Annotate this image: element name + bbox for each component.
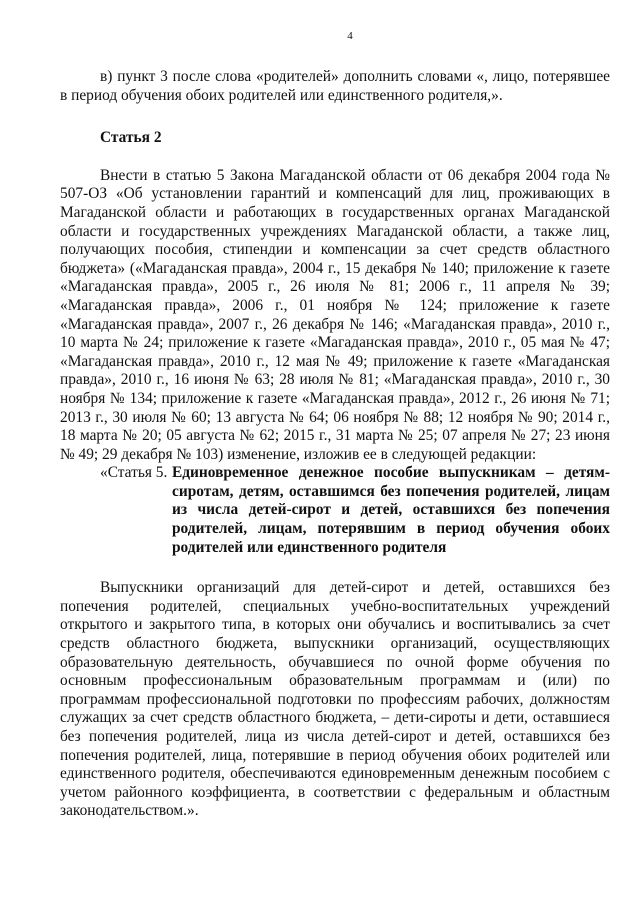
page-number: 4 (347, 30, 353, 42)
document-page (60, 30, 610, 821)
final-paragraph: Выпускники организаций для детей-сирот и детей, оставшихся без попечения родителей, специальных учебно-воспитательных учреждений открытого и закрытого типа, в которых они обучались и воспитывались за счет средств областного бюджета, выпускники организаций, осуществляющих образовательную деятельность, обучавшиеся по очной форме обучения по основным профессиональным образовательным программам и (или) по программам профессиональной подготовки по профессиям рабочих, должностям служащих за счет средств областного бюджета, – дети-сироты и дети, оставшиеся без попечения родителей, лица из числа детей-сирот и детей, оставшихся без попечения родителей, лица, потерявшие в период обучения обоих родителей или единственного родителя, обеспечиваются единовременным денежным пособием с учетом районного коэффициента, в соответствии с федеральным и областным законодательством.». (60, 579, 610, 820)
article-title: Единовременное денежное пособие выпускникам – детям-сиротам, детям, оставшимся без попечения родителей, лицам из числа детей-сирот и детей, оставшихся без попечения родителей, лицам, потерявшим в период обучения обоих родителей или единственного родителя (172, 464, 610, 556)
section-heading: Статья 2 (100, 129, 162, 147)
article-heading (60, 464, 610, 557)
main-paragraph: Внести в статью 5 Закона Магаданской области от 06 декабря 2004 года № 507-ОЗ «Об установлении гарантий и компенсаций для лиц, проживающих в Магаданской области и работающих в государственных органах Магаданской области и государственных учреждениях Магаданской области, а также лиц, получающих пособия, стипендии и компенсации за счет средств областного бюджета» («Магаданская правда», 2004 г., 15 декабря № 140; приложение к газете «Магаданская правда», 2005 г., 26 июля № 81; 2006 г., 11 апреля № 39; «Магаданская правда», 2006 г., 01 ноября № 124; приложение к газете «Магаданская правда», 2007 г., 26 декабря № 146; «Магаданская правда», 2010 г., 10 марта № 24; приложение к газете «Магаданская правда», 2010 г., 05 мая № 47; «Магаданская правда», 2010 г., 12 мая № 49; приложение к газете «Магаданская правда», 2010 г., 16 июня № 63; 28 июля № 81; «Магаданская правда», 2010 г., 30 ноября № 134; приложение к газете «Магаданская правда», 2012 г., 26 июня № 71; 2013 г., 30 июля № 60; 13 августа № 64; 06 ноября № 88; 12 ноября № 90; 2014 г., 18 марта № 20; 05 августа № 62; 2015 г., 31 марта № 25; 07 апреля № 27; 23 июня № 49; 29 декабря № 103) изменение, изложив ее в следующей редакции: (60, 166, 610, 463)
article-label: «Статья 5. (100, 464, 168, 482)
intro-paragraph: в) пункт 3 после слова «родителей» дополнить словами «, лицо, потерявшее в период обучения обоих родителей или единственного родителя,». (60, 68, 610, 104)
